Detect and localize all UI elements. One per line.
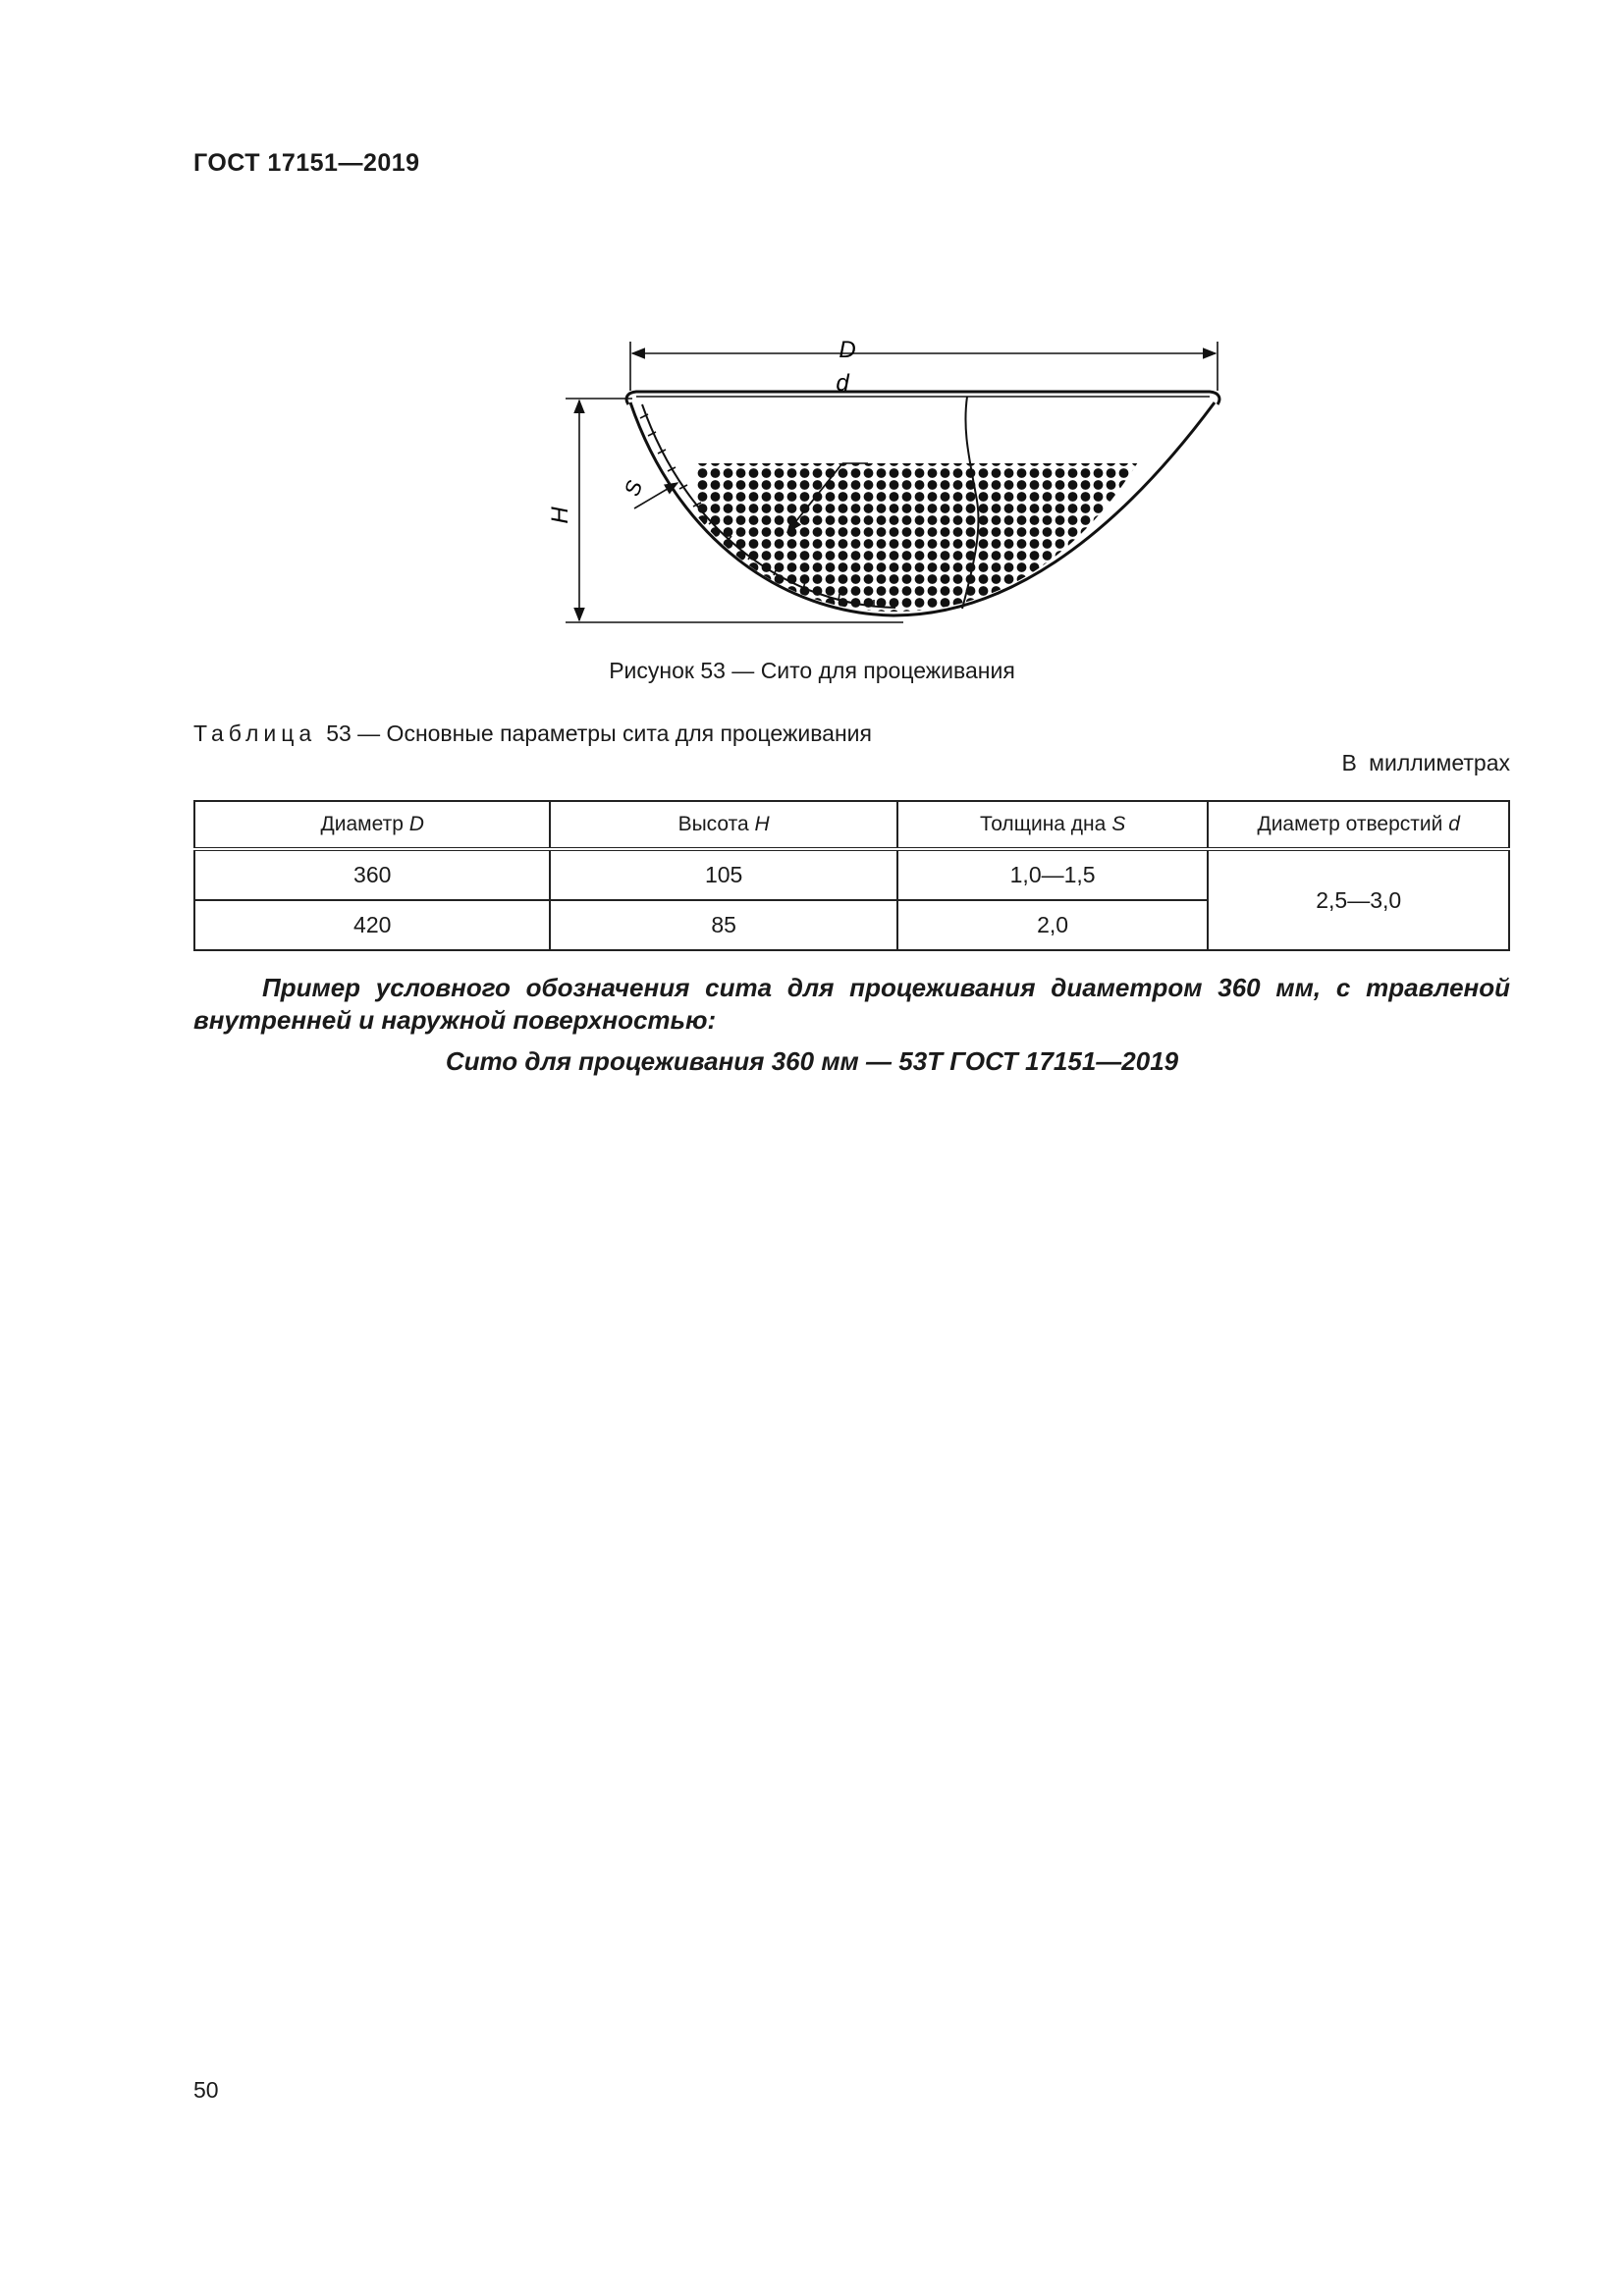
cell-holes-merged: 2,5—3,0 — [1208, 849, 1509, 950]
table-title-prefix: Таблица — [193, 721, 317, 746]
col-header-height: Высота H — [550, 801, 896, 849]
parameters-table — [193, 800, 1510, 951]
strainer-svg — [530, 314, 1237, 628]
page-number: 50 — [193, 2077, 219, 2103]
table-title — [193, 721, 872, 747]
figure-caption: Рисунок 53 — Сито для процеживания — [609, 658, 1015, 683]
label-S: S — [619, 477, 648, 500]
cell-height: 85 — [550, 900, 896, 950]
col-header-diameter: Диаметр D — [194, 801, 550, 849]
label-D: D — [839, 337, 856, 363]
designation-example — [193, 972, 1510, 1037]
strainer-drawing — [530, 314, 1237, 628]
cell-diameter: 420 — [194, 900, 550, 950]
cell-height: 105 — [550, 849, 896, 900]
table-row — [194, 849, 1509, 900]
table-title-rest: 53 — Основные параметры сита для процеживания — [326, 721, 872, 746]
units-note: В миллиметрах — [1341, 750, 1510, 775]
label-H: H — [547, 507, 573, 524]
cell-thickness: 2,0 — [897, 900, 1209, 950]
table-header-row — [194, 801, 1509, 849]
cell-diameter: 360 — [194, 849, 550, 900]
example-text: Пример условного обозначения сита для процеживания диаметром 360 мм, с травленой внутренней и наружной поверхностью: — [193, 973, 1510, 1035]
col-header-thickness: Толщина дна S — [897, 801, 1209, 849]
cell-thickness: 1,0—1,5 — [897, 849, 1209, 900]
col-header-holes: Диаметр отверстий d — [1208, 801, 1509, 849]
document-header: ГОСТ 17151—2019 — [193, 149, 420, 177]
label-d: d — [836, 370, 849, 397]
designation-line: Сито для процеживания 360 мм — 53Т ГОСТ 17151—2019 — [445, 1046, 1179, 1076]
